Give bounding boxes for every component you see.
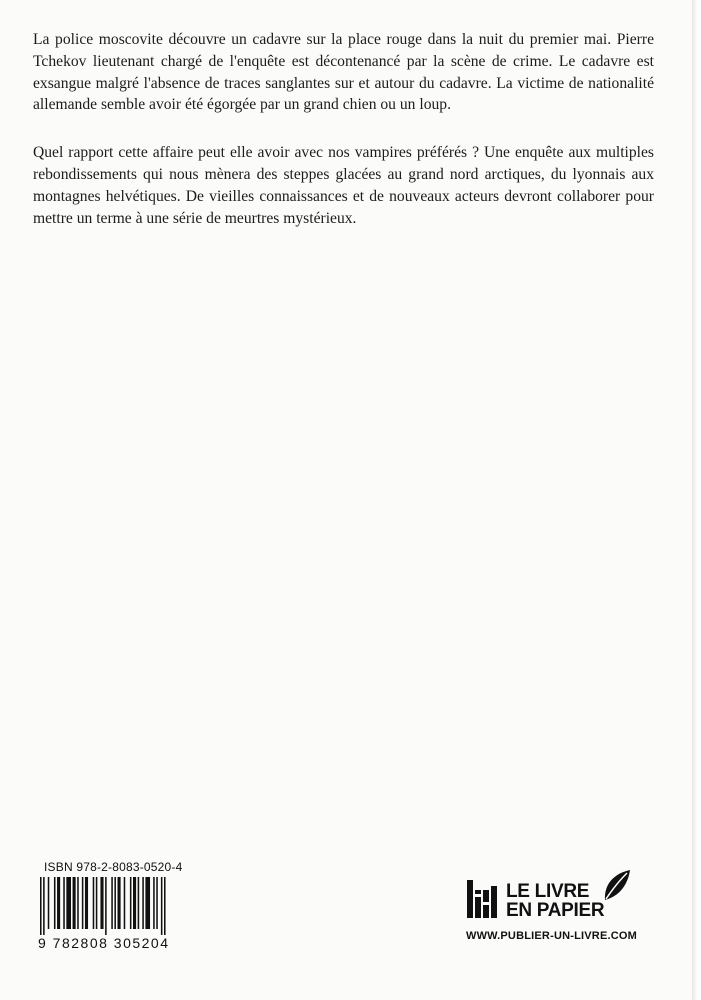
barcode-digits: 9 782808 305204 <box>38 935 170 951</box>
isbn-barcode <box>38 860 218 951</box>
publisher-name-line-2: EN PAPIER <box>506 900 605 921</box>
page-edge <box>692 0 701 1000</box>
publisher-name-line-1: LE LIVRE <box>506 881 590 902</box>
books-icon <box>466 874 502 920</box>
leaf-icon <box>602 868 632 902</box>
blurb-paragraph-1: La police moscovite découvre un cadavre sur la place rouge dans la nuit du premier mai. Pierre Tchekov lieutenant chargé de l'enquête est décontenancé par la scène de crime. Le cadavre est exsangue malgré l'absence de traces sanglantes sur et autour du cadavre. La victime de nationalité allemande semble avoir été égorgée par un grand chien ou un loup. <box>33 31 654 114</box>
barcode-bars <box>38 877 210 935</box>
publisher-url: WWW.PUBLIER-UN-LIVRE.COM <box>466 930 638 942</box>
isbn-label: ISBN 978-2-8083-0520-4 <box>44 860 183 874</box>
publisher-name <box>506 882 604 920</box>
blurb-paragraph-2: Quel rapport cette affaire peut elle avoir avec nos vampires préférés ? Une enquête aux multiples rebondissements qui nous mènera des steppes glacées au grand nord arctiques, du lyonnais aux montagnes helvétiques. De vieilles connaissances et de nouveaux acteurs devront collaborer pour mettre un terme à une série de meurtres mystérieux. <box>33 144 654 227</box>
publisher-logo <box>466 868 666 942</box>
blurb-text <box>33 29 654 229</box>
